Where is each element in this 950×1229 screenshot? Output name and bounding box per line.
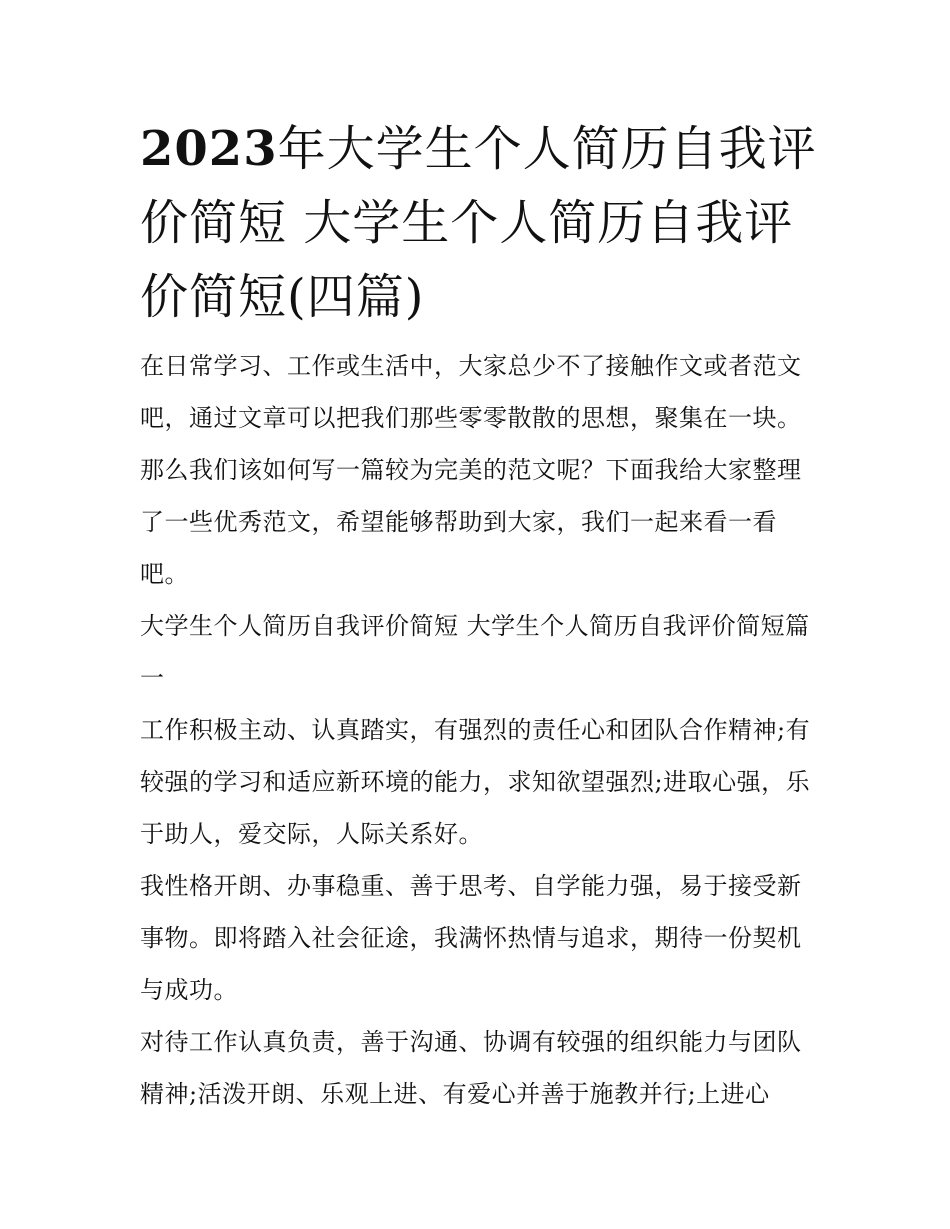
document-title <box>140 112 820 334</box>
title-year: 2023 <box>140 121 278 177</box>
section-heading: 大学生个人简历自我评价简短 大学生个人简历自我评价简短篇一 <box>140 612 810 692</box>
body-paragraph: 工作积极主动、认真踏实，有强烈的责任心和团队合作精神;有较强的学习和适应新环境的能力，求知欲望强烈;进取心强，乐于助人，爱交际，人际关系好。 <box>140 716 811 848</box>
body-paragraph: 对待工作认真负责，善于沟通、协调有较强的组织能力与团队精神;活泼开朗、乐观上进、有爱心并善于施教并行;上进心 <box>140 1028 802 1108</box>
body-paragraph: 我性格开朗、办事稳重、善于思考、自学能力强，易于接受新事物。即将踏入社会征途，我满怀热情与追求，期待一份契机与成功。 <box>140 872 802 1004</box>
intro-paragraph: 在日常学习、工作或生活中，大家总少不了接触作文或者范文吧，通过文章可以把我们那些零零散散的思想，聚集在一块。那么我们该如何写一篇较为完美的范文呢？下面我给大家整理了一些优秀范文，希望能够帮助到大家，我们一起来看一看吧。 <box>140 352 802 588</box>
document-page <box>140 112 820 1120</box>
title-text: 年大学生个人简历自我评价简短 大学生个人简历自我评价简短(四篇) <box>140 121 817 325</box>
